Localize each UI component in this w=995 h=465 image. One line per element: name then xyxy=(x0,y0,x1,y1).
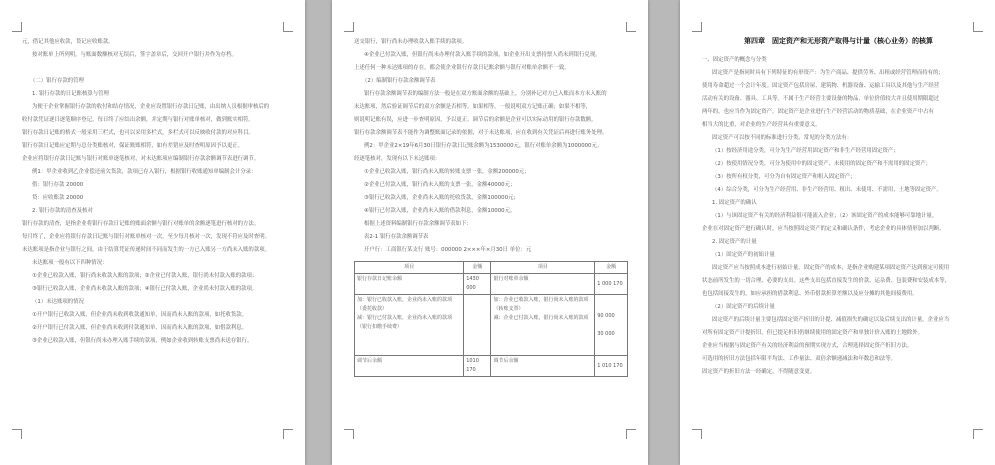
text-line: 也包括间接发生的，如应承担的借款利息、外币借款折算差额以及应分摊的其他间接费用。 xyxy=(702,291,918,297)
table-cell: 调节后余额 xyxy=(491,356,595,377)
crop-mark xyxy=(283,22,293,32)
text-line: （1）固定资产的初始计量 xyxy=(712,252,775,258)
text-line: 固定资产应当按照成本进行初始计量。固定资产的成本，是指企业购建某项固定资产达到预定可使用 xyxy=(712,265,950,271)
table-cell: 金额 xyxy=(464,262,491,274)
text-line: 可选用的折旧方法包括年限平均法、工作量法、双倍余额递减法和年数总和法等。 xyxy=(702,356,897,362)
text-line: 表2-1 银行存款余额调节表 xyxy=(364,234,429,240)
text-line: 借：银行存款 20000 xyxy=(32,182,84,188)
crop-mark xyxy=(12,429,22,439)
text-line xyxy=(22,348,285,361)
text-line: 相当大的比重，对企业的生产经营具有重要意义。 xyxy=(702,122,821,128)
document-page-2 xyxy=(332,0,648,465)
text-line: （1）按经济用途分类，可分为生产经营用固定资产和非生产经营用固定资产； xyxy=(712,148,899,154)
table-cell: 1 010 170 xyxy=(595,356,628,377)
text-line: 例1：甲企业收到乙企业偿还前欠货款，款项已存入银行，根据银行收账通知单编制会计分录： xyxy=(32,169,257,175)
table-row xyxy=(355,295,628,356)
table-row xyxy=(355,356,628,377)
document-page-3 xyxy=(680,0,995,465)
table-row xyxy=(355,274,628,295)
table-cell: 银行存款日记账余额 xyxy=(355,274,464,295)
text-line: 企业应将银行存款日记账与银行对账单逐笔核对，对未达账项应编制银行存款余额调节表进行调节。 xyxy=(22,156,260,162)
text-line: 例2：甲企业2×19年6月30日银行存款日记账余额为1530000元，银行对账单余额为1000000元。 xyxy=(364,143,603,149)
text-line: （2）编制银行存款余额调节表 xyxy=(362,78,436,84)
table-cell: 项目 xyxy=(491,262,595,274)
text-line: 根据上述资料编制银行存款余额调节表如下： xyxy=(364,221,472,227)
text-line: 一、固定资产的概念与分类 xyxy=(702,57,767,63)
text-line: 2. 银行存款的清查及核对 xyxy=(32,208,93,214)
page-1-body xyxy=(22,36,285,361)
chapter-title: 第四章 固定资产和无形资产取得与计量（核心业务）的核算 xyxy=(744,36,933,45)
table-cell: 1 000 170 xyxy=(595,274,628,295)
text-line: 经逐笔核对，发现有以下未达账项： xyxy=(354,156,441,162)
text-line: 未达账项一般有以下四种情况： xyxy=(32,260,108,266)
text-line: 活动有关的设备、器具、工具等。不属于生产经营主要设备的物品，单位价值较大并且使用期限超过 xyxy=(702,96,940,102)
crop-mark xyxy=(344,429,354,439)
text-line: 使用寿命超过一个会计年度。固定资产包括房屋、建筑物、机器设备、运输工具以及其他与生产经营 xyxy=(702,83,940,89)
text-line: 对所有固定资产计提折旧，但已提足折旧仍继续使用的固定资产和单独计价入账的土地除外。 xyxy=(702,330,924,336)
text-line: 银行存款余额调节表不能作为调整账面记录的依据，对于未达账项，应在收到有关凭证后再进行账务处理。 xyxy=(354,130,608,136)
crop-mark xyxy=(283,429,293,439)
table-cell: 银行对账单余额 xyxy=(491,274,595,295)
page-3-body xyxy=(702,30,975,379)
text-line: 企业应当根据与固定资产有关的经济利益的预期实现方式，合理选择固定资产折旧方法。 xyxy=(702,343,913,349)
crop-mark xyxy=(626,429,636,439)
text-line: 银行存款余额调节表的编制方法一般是在双方账面余额的基础上，分别补记对方已入账而本方未入账的 xyxy=(364,91,607,97)
text-line: 状态前所发生的一切合理、必要的支出。这些支出包括直接发生的价款、运杂费、包装费和安装成本等， xyxy=(702,278,950,284)
text-line: 固定资产是指同时具有下列特征的有形资产：为生产商品、提供劳务、出租或经营管理而持有的； xyxy=(712,70,944,76)
text-line: （3）按所有权分类，可分为自有固定资产和租入固定资产； xyxy=(712,174,856,180)
text-line: 固定资产可以按不同的标准进行分类，常见的分类方法有： xyxy=(712,135,853,141)
text-line: 银行存款的清查，是指企业将银行存款日记账的账面余额与银行对账单的余额逐笔进行核对的方法。 xyxy=(22,221,260,227)
text-line: 收付款凭证逐日逐笔顺序登记，每日终了应结出余额，并定期与银行对账单核对，做到账实相符。 xyxy=(22,117,254,123)
text-line: （2）固定资产的后续计量 xyxy=(712,304,775,310)
text-line: 上述任何一种未达账项的存在，都会使企业银行存款日记账余额与银行对账单余额不一致。 xyxy=(354,65,570,71)
text-line: 则说明记账有误，应进一步查明原因，予以更正。调节后的余额是企业可以实际动用的银行存款数额。 xyxy=(354,117,597,123)
text-line: ③银行已收款入账，企业尚未入账的托收货款，金额100000元； xyxy=(364,195,519,201)
text-line: （1）与该固定资产有关的经济利益很可能流入企业；（2）该固定资产的成本能够可靠地计量。 xyxy=(712,213,938,219)
text-line: 固定资产的折旧方法一经确定，不得随意变更。 xyxy=(702,369,816,375)
text-line: 送交银行，银行尚未办理收款入账手续的款项。 xyxy=(354,39,468,45)
document-page-1 xyxy=(0,0,305,465)
bank-reconciliation-table xyxy=(354,261,628,377)
crop-mark xyxy=(973,429,983,439)
table-cell: 调节后余额 xyxy=(355,356,464,377)
table-cell xyxy=(464,295,491,356)
text-line: 1. 固定资产的确认 xyxy=(712,200,757,206)
text-line: ④银行已付款入账，企业尚未入账的借款利息，金额10000元。 xyxy=(364,208,516,214)
text-line: 银行存款日记账应定期与总分类账核对，保证账账相符，如有差错应及时查明原因予以更正。 xyxy=(22,143,244,149)
text-line: 银行存款日记账的格式一般采用三栏式，也可以采用多栏式，多栏式可以反映收付款的对应科目。 xyxy=(22,130,254,136)
page-2-body xyxy=(354,36,628,377)
text-line: ①企业已收款入账，银行尚未收款入账的款项；②企业已付款入账，银行尚未付款入账的款项； xyxy=(32,273,258,279)
text-line: 每月终了，企业应将银行存款日记账与银行对账单核对一次，至少每月核对一次，发现不符应及时查明。 xyxy=(22,234,270,240)
text-line: ④企业已付款入账，但银行尚未办理付款入账手续的款项，如企业开出支票持票人尚未到银行兑现。 xyxy=(364,52,601,58)
text-line: 2. 固定资产的计量 xyxy=(712,239,757,245)
text-line: ①企业已收款入账，银行尚未入账的转账支票一张，金额200000元； xyxy=(364,169,530,175)
text-line: ③银行已收款入账，企业尚未收款入账的款项；④银行已付款入账，企业尚未付款入账的款项。 xyxy=(32,286,258,292)
text-line: 未达账项，然后验证调节后的双方余额是否相等。如果相等，一般说明双方记账正确；如果不相等， xyxy=(354,104,592,110)
table-cell: 90 000 30 000 xyxy=(595,295,628,356)
text-line: （2）按使用情况分类，可分为使用中的固定资产、未使用的固定资产和不需用的固定资产； xyxy=(712,161,932,167)
text-line: 开户行：工商银行某支行 账号：000000 2×××年×月30日 单位：元 xyxy=(364,247,532,253)
crop-mark xyxy=(692,22,702,32)
text-line: （1）未达账项的情况 xyxy=(32,299,84,305)
text-line: 按对账单上所列明，与账面数额核对无误后，签字盖章后，交回开户银行并作为存档。 xyxy=(32,52,237,58)
table-cell: 加：企业已收款入账，银行尚未入账的款项（转账支票） 减：企业已付款入账，银行尚未入账的款项 xyxy=(491,295,595,356)
crop-mark xyxy=(12,22,22,32)
text-line xyxy=(22,62,285,75)
text-line: 为便于企业掌握银行存款的收付和结存情况，企业应设置银行存款日记账，由出纳人员根据审核后的 xyxy=(32,104,270,110)
table-cell: 金额 xyxy=(595,262,628,274)
text-line: 贷：应收账款 20000 xyxy=(32,195,84,201)
table-cell: 1430 000 xyxy=(464,274,491,295)
text-line: 1. 银行存款的日记账核算与管理 xyxy=(32,91,109,97)
text-line: 固定资产的后续计量主要包括固定资产折旧的计提、减值损失的确定以及后续支出的计量。企业应当 xyxy=(712,317,950,323)
text-line: ②企业已付款入账，银行尚未入账的支票一张，金额40000元； xyxy=(364,182,516,188)
crop-mark xyxy=(344,22,354,32)
table-cell: 项目 xyxy=(355,262,464,274)
text-line: ①开户银行已收款入账，但企业尚未收到收款通知单，因而尚未入账的款项，如托收货款。 xyxy=(32,312,248,318)
table-cell: 加：银行已收款入账，企业尚未入账的款项 （委托收款） 减：银行已付款入账，企业尚未入账的款项（银行扣缴手续费） xyxy=(355,295,464,356)
crop-mark xyxy=(692,429,702,439)
table-header-row xyxy=(355,262,628,274)
text-line: ②开户银行已付款入账，但企业尚未收到付款通知单，因而尚未入账的款项，如借款利息。 xyxy=(32,325,248,331)
text-line: ③企业已收款入账，但银行尚未办理入账手续的款项，例如企业收到转账支票尚未送存银行。 xyxy=(32,338,253,344)
crop-mark xyxy=(626,22,636,32)
table-cell: 1010 170 xyxy=(464,356,491,377)
text-line: （4）综合分类，可分为生产经营用、非生产经营用、租出、未使用、不需用、土地等固定资产。 xyxy=(712,187,942,193)
text-line: 两年的，也应当作为固定资产。固定资产是企业进行生产经营活动的物质基础，在企业资产中占有 xyxy=(702,109,934,115)
text-line: 企业在对固定资产进行确认时，应当按照固定资产的定义和确认条件，考虑企业的具体情形加以判断。 xyxy=(702,226,945,232)
text-line: （二）银行存款的管理 xyxy=(30,78,84,84)
text-line: 未达账项是指企业与银行之间，由于结算凭证传递时间不同而发生的一方已入账另一方尚未入账的款项。 xyxy=(22,247,270,253)
text-line: 元，借记其他应收款，贷记应收账款。 xyxy=(22,39,114,45)
